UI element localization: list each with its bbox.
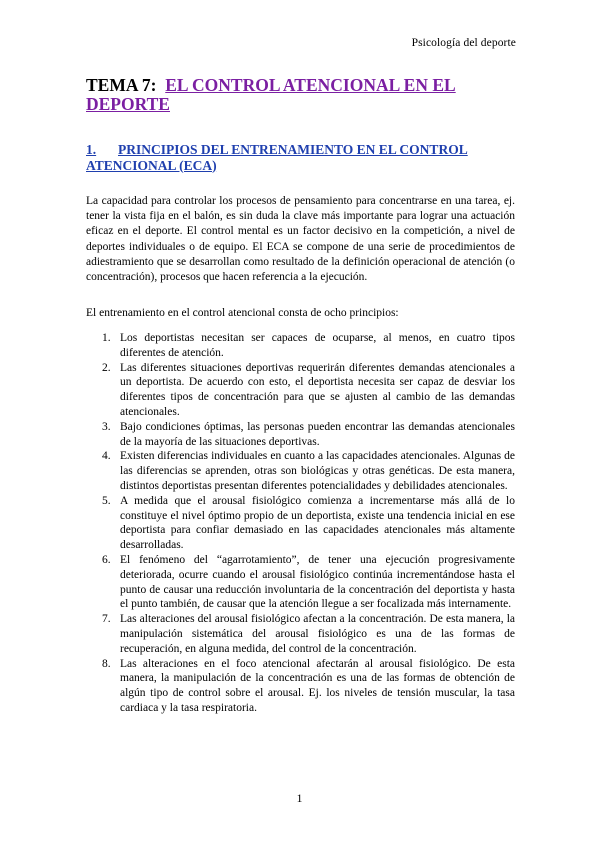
list-item-text: El fenómeno del “agarrotamiento”, de tener una ejecución progresivamente deteriorada, ocurre cuando el arousal fisiológico continúa incrementándose hasta el punto de causar una reducción involuntaria de la concentración del deportista y hasta el punto también, de causar que la atención llegue a ser focalizada más internamente.: [120, 553, 515, 611]
section-name: PRINCIPIOS DEL ENTRENAMIENTO EN EL CONTROL ATENCIONAL (ECA): [86, 142, 468, 173]
principles-list: [86, 331, 515, 716]
list-item-text: Existen diferencias individuales en cuanto a las capacidades atencionales. Algunas de las diferencias se aprenden, otras son biológicas y otras genéticas. De esta manera, distintos deportistas presentan diferentes potencialidades y debilidades atencionales.: [120, 450, 515, 492]
list-item-number: 6.: [102, 553, 111, 566]
list-item-text: Las alteraciones del arousal fisiológico afectan a la concentración. De esta manera, la manipulación sistemática del arousal fisiológico es una de las formas de recuperación, en alguna medida, del control de la concentración.: [120, 613, 515, 655]
principles-intro: El entrenamiento en el control atencional consta de ocho principios:: [86, 307, 399, 319]
list-item-number: 4.: [102, 450, 111, 463]
list-item: [86, 657, 515, 716]
body-paragraph: La capacidad para controlar los procesos de pensamiento para concentrarse en una tarea, ej. tener la vista fija en el balón, es sin duda la clave más importante para lograr una actuación eficaz en el deporte. El control mental es un factor decisivo en la competición, a nivel de deportes individuales o de equipo. El ECA se compone de una serie de procedimientos de adiestramiento que se desarrollan como resultado de la definición operacional de atención (o concentración), procesos que hacen referencia a la ejecución.: [86, 195, 515, 284]
list-item-number: 2.: [102, 361, 111, 374]
chapter-title: [86, 76, 516, 114]
list-item-text: Bajo condiciones óptimas, las personas pueden encontrar las demandas atencionales de la mayoría de las situaciones deportivas.: [120, 420, 515, 448]
list-item-text: A medida que el arousal fisiológico comienza a incrementarse más allá de lo constituye el nivel óptimo propio de un deportista, existe una tendencia inicial en ese deportista para confiar demasiado en las capacidades atencionales más altamente desarrolladas.: [120, 494, 515, 552]
list-item-text: Las diferentes situaciones deportivas requerirán diferentes demandas atencionales a un deportista. De acuerdo con esto, el deportista necesita ser capaz de desviar los diferentes tipos de concentración para que se ajusten al cambio de las demandas atencionales.: [120, 361, 515, 418]
page-number: 1: [296, 791, 303, 805]
list-item-number: 5.: [102, 494, 111, 507]
list-item: [86, 449, 515, 493]
chapter-number: TEMA 7:: [86, 75, 157, 95]
list-item: [86, 331, 515, 361]
list-item-text: Los deportistas necesitan ser capaces de ocuparse, al menos, en cuatro tipos diferentes de atención.: [120, 332, 515, 359]
section-number: 1.: [86, 142, 97, 157]
list-item: [86, 361, 515, 420]
list-item-text: Las alteraciones en el foco atencional afectarán al arousal fisiológico. De esta manera, la manipulación de la concentración es una de las formas de obtención de algún tipo de control sobre el arousal. Ej. los niveles de tensión muscular, la tasa cardiaca y la tasa respiratoria.: [120, 657, 515, 714]
list-item-number: 1.: [102, 332, 111, 344]
list-item: [86, 420, 515, 450]
running-header: Psicología del deporte: [411, 37, 516, 49]
list-item-number: 8.: [102, 657, 111, 670]
list-item-number: 3.: [102, 420, 111, 433]
section-heading: [86, 142, 516, 173]
list-item: [86, 494, 515, 553]
list-item-number: 7.: [102, 613, 111, 626]
chapter-name: EL CONTROL ATENCIONAL EN EL DEPORTE: [86, 75, 456, 114]
list-item: [86, 553, 515, 612]
list-item: [86, 612, 515, 656]
